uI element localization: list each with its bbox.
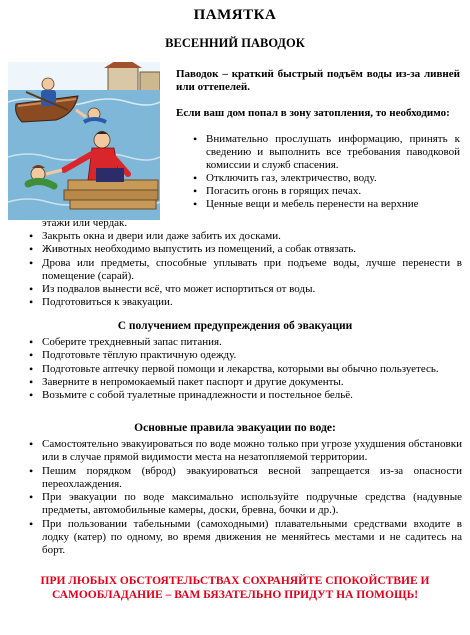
list-item: • Подготовиться к эвакуации. (42, 296, 462, 309)
list-item: • Возьмите с собой туалетные принадлежности и постельное бельё. (42, 389, 462, 402)
closing-warning: ПРИ ЛЮБЫХ ОБСТОЯТЕЛЬСТВАХ СОХРАНЯЙТЕ СПОКОЙСТВИЕ И САМООБЛАДАНИЕ – ВАМ БЯЗАТЕЛЬНО ПРИДУТ НА ПОМОЩЬ! (40, 575, 430, 601)
list-item: • Закрыть окна и двери или даже забить их досками. (42, 230, 462, 243)
list-item: • Ценные вещи и мебель перенести на верхние (206, 198, 460, 211)
list-item: • Заверните в непромокаемый пакет паспорт и другие документы. (42, 376, 462, 389)
list-item: • При пользовании табельными (самоходными) плавательными средствами входите в лодку (катер) по одному, во время движения не меняйтесь местами и не садитесь на борт. (42, 518, 462, 558)
list-item: • При эвакуации по воде максимально используйте подручные средства (надувные предметы, автомобильные камеры, доски, бревна, бочки и др.). (42, 491, 462, 518)
page-subtitle: ВЕСЕННИЙ ПАВОДОК (165, 36, 305, 50)
list-item: • Соберите трехдневный запас питания. (42, 336, 462, 349)
list-item: • Внимательно прослушать информацию, принять к сведению и выполнить все требования паводковой комиссии и служб спасения. (206, 133, 460, 172)
list-item: • Животных необходимо выпустить из помещений, а собак отвязать. (42, 243, 462, 256)
flood-home-list-more (42, 230, 462, 310)
list-item: • Подготовьте аптечку первой помощи и лекарства, которыми вы обычно пользуетесь. (42, 363, 462, 376)
list-item: • Дрова или предметы, способные уплывать при подъеме воды, лучше перенести в помещение (сарай). (42, 257, 462, 284)
list-item: • Погасить огонь в горящих печах. (206, 185, 460, 198)
page-title: ПАМЯТКА (193, 7, 277, 23)
list-item: • Самостоятельно эвакуироваться по воде можно только при угрозе ухудшения обстановки или в случае прямой видимости места на незатопляемой территории. (42, 438, 462, 465)
list-item: • Из подвалов вынести всё, что может испортиться от воды. (42, 283, 462, 296)
evac-warning-list (42, 336, 462, 402)
flood-home-list (206, 133, 460, 211)
list-item: • Пешим порядком (вброд) эвакуироваться весной запрещается из-за опасности переохлаждения. (42, 465, 462, 492)
flood-home-heading: Если ваш дом попал в зону затопления, то необходимо: (176, 107, 450, 119)
flood-rescue-illustration (8, 62, 160, 220)
list-item: • Подготовьте тёплую практичную одежду. (42, 349, 462, 362)
flood-definition: Паводок – краткий быстрый подъём воды из-за ливней или оттепелей. (176, 68, 460, 93)
evac-rules-heading: Основные правила эвакуации по воде: (134, 422, 336, 434)
evac-warning-heading: С получением предупреждения об эвакуации (117, 320, 353, 332)
list-item: • Отключить газ, электричество, воду. (206, 172, 460, 185)
list-item-continuation: этажи или чердак. (42, 217, 128, 229)
evac-rules-list (42, 438, 462, 558)
